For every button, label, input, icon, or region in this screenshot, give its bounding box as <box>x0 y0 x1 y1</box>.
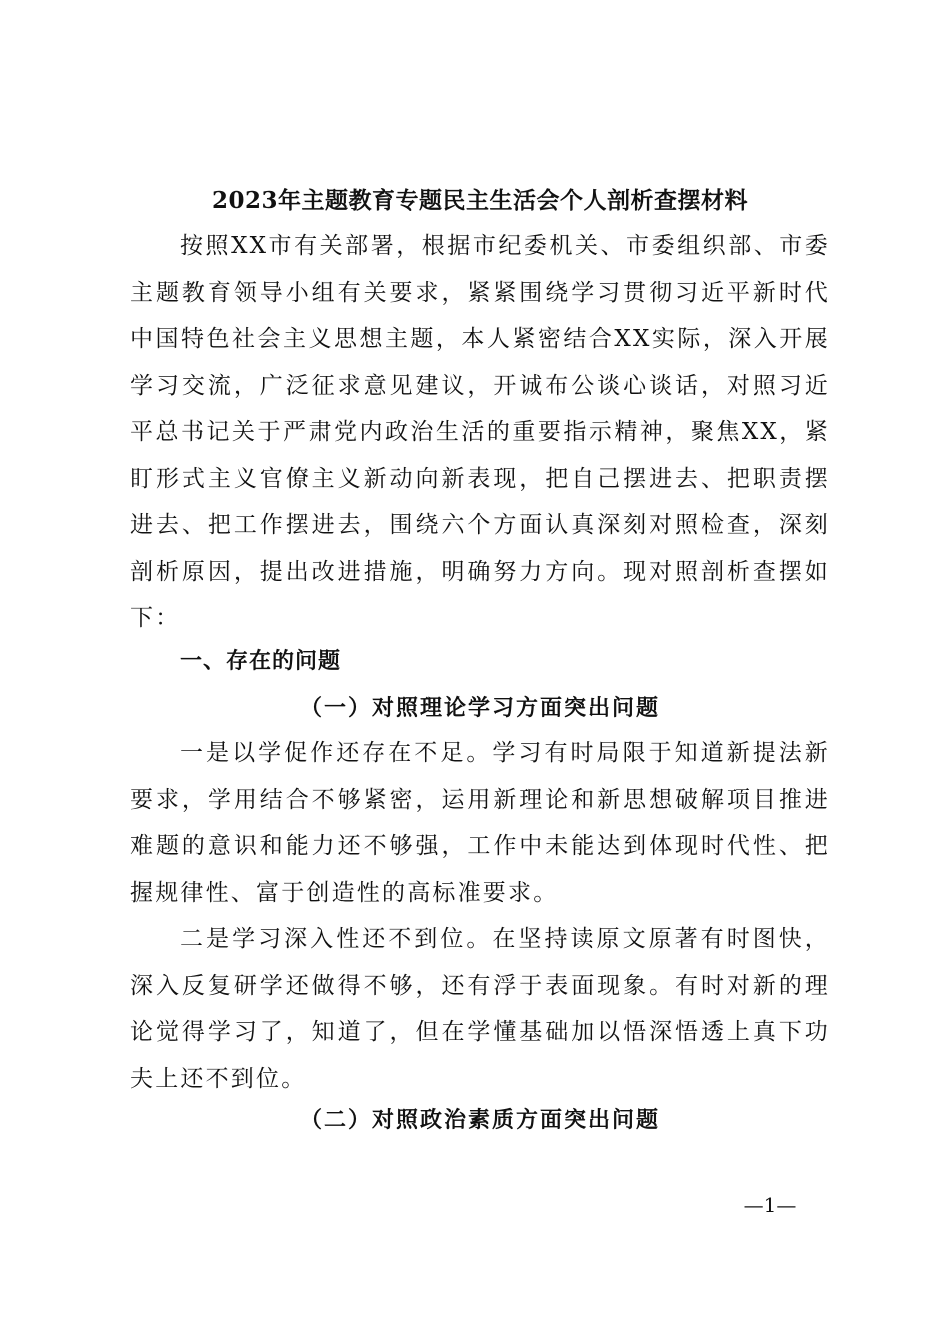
intro-paragraph: 按照XX市有关部署，根据市纪委机关、市委组织部、市委主题教育领导小组有关要求，紧紧围绕学习贯彻习近平新时代中国特色社会主义思想主题，本人紧密结合XX实际，深入开展学习交流，广泛征求意见建议，开诚布公谈心谈话，对照习近平总书记关于严肃党内政治生活的重要指示精神，聚焦XX，紧盯形式主义官僚主义新动向新表现，把自己摆进去、把职责摆进去、把工作摆进去，围绕六个方面认真深刻对照检查，深刻剖析原因，提出改进措施，明确努力方向。现对照剖析查摆如下： <box>130 233 830 631</box>
paragraph-learning-depth: 二是学习深入性还不到位。在坚持读原文原著有时图快，深入反复研学还做得不够，还有浮于表面现象。有时对新的理论觉得学习了，知道了，但在学懂基础加以悟深悟透上真下功夫上还不到位。 <box>130 926 830 1092</box>
subsection-heading-theory-study: （一）对照理论学习方面突出问题 <box>299 695 660 721</box>
page-number: —1— <box>743 1193 797 1217</box>
paragraph-learning-application: 一是以学促作还存在不足。学习有时局限于知道新提法新要求，学用结合不够紧密，运用新理论和新思想破解项目推进难题的意识和能力还不够强，工作中未能达到体现时代性、把握规律性、富于创造性的高标准要求。 <box>130 740 830 906</box>
subsection-heading-political-quality: （二）对照政治素质方面突出问题 <box>299 1107 660 1133</box>
document-title: 2023年主题教育专题民主生活会个人剖析查摆材料 <box>211 187 748 214</box>
section-heading-problems: 一、存在的问题 <box>180 649 342 674</box>
